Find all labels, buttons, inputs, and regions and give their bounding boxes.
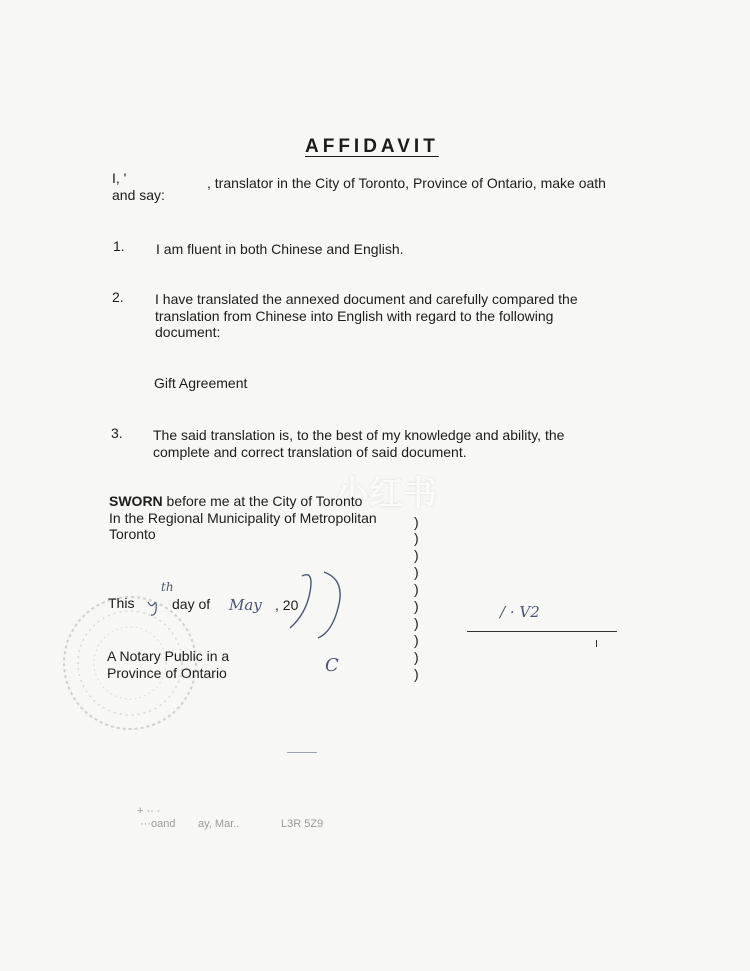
paren-3: ) [414, 547, 419, 563]
item-1-line-1: I am fluent in both Chinese and English. [156, 241, 404, 257]
paren-4: ) [414, 564, 419, 580]
handwritten-initial: C [325, 655, 339, 676]
paren-8: ) [414, 632, 419, 648]
paren-6: ) [414, 598, 419, 614]
paren-1: ) [414, 514, 419, 530]
document-name: Gift Agreement [154, 375, 248, 391]
date-year-prefix: , 20 [275, 597, 299, 613]
item-number-3: 3. [111, 425, 123, 441]
sworn-rest: before me at the City of Toronto [162, 493, 363, 509]
paren-2: ) [414, 530, 419, 546]
sworn-line-3: Toronto [109, 526, 156, 542]
opening-text: , translator in the City of Toronto, Province of Ontario, make oath [207, 175, 606, 191]
paren-7: ) [414, 615, 419, 631]
document-title: AFFIDAVIT [305, 136, 439, 157]
stamp-footer-postal: L3R 5Z9 [281, 818, 324, 830]
opening-line2: and say: [112, 187, 165, 203]
sworn-line-2: In the Regional Municipality of Metropolitan [109, 510, 377, 526]
date-this: This [108, 595, 135, 611]
stamp-footer-address-a: ···oand [140, 818, 176, 830]
item-2-line-3: document: [155, 324, 221, 340]
watermark: 小红书 [335, 474, 437, 514]
paren-10: ) [414, 666, 419, 682]
sworn-line-1 [109, 493, 362, 509]
date-day-handwritten [145, 596, 165, 618]
sworn-bold: SWORN [109, 493, 163, 509]
item-3-line-2: complete and correct translation of said document. [153, 444, 467, 460]
stamp-footer-address-b: ay, Mar.. [198, 818, 240, 830]
deponent-signature-line [467, 631, 617, 632]
notary-line-1: A Notary Public in a [107, 648, 230, 664]
date-day-suffix: th [161, 580, 174, 594]
item-number-1: 1. [113, 238, 125, 254]
deponent-signature: / · V2 [500, 603, 540, 621]
signature-line-tick [596, 640, 597, 647]
notary-line-2: Province of Ontario [107, 665, 227, 681]
item-number-2: 2. [112, 289, 124, 305]
item-2-line-1: I have translated the annexed document and carefully compared the [155, 291, 578, 307]
opening-prefix: I, ' [112, 170, 127, 186]
notary-signature [280, 568, 355, 643]
stamp-footer-line-1: + ·· · [137, 805, 161, 817]
date-month: May [229, 596, 262, 614]
item-2-line-2: translation from Chinese into English with regard to the following [155, 308, 554, 324]
date-day-of: day of [172, 596, 211, 612]
paren-9: ) [414, 649, 419, 665]
item-3-line-1: The said translation is, to the best of my knowledge and ability, the [153, 427, 565, 443]
stamp-footer-rule [287, 752, 317, 753]
paren-5: ) [414, 581, 419, 597]
